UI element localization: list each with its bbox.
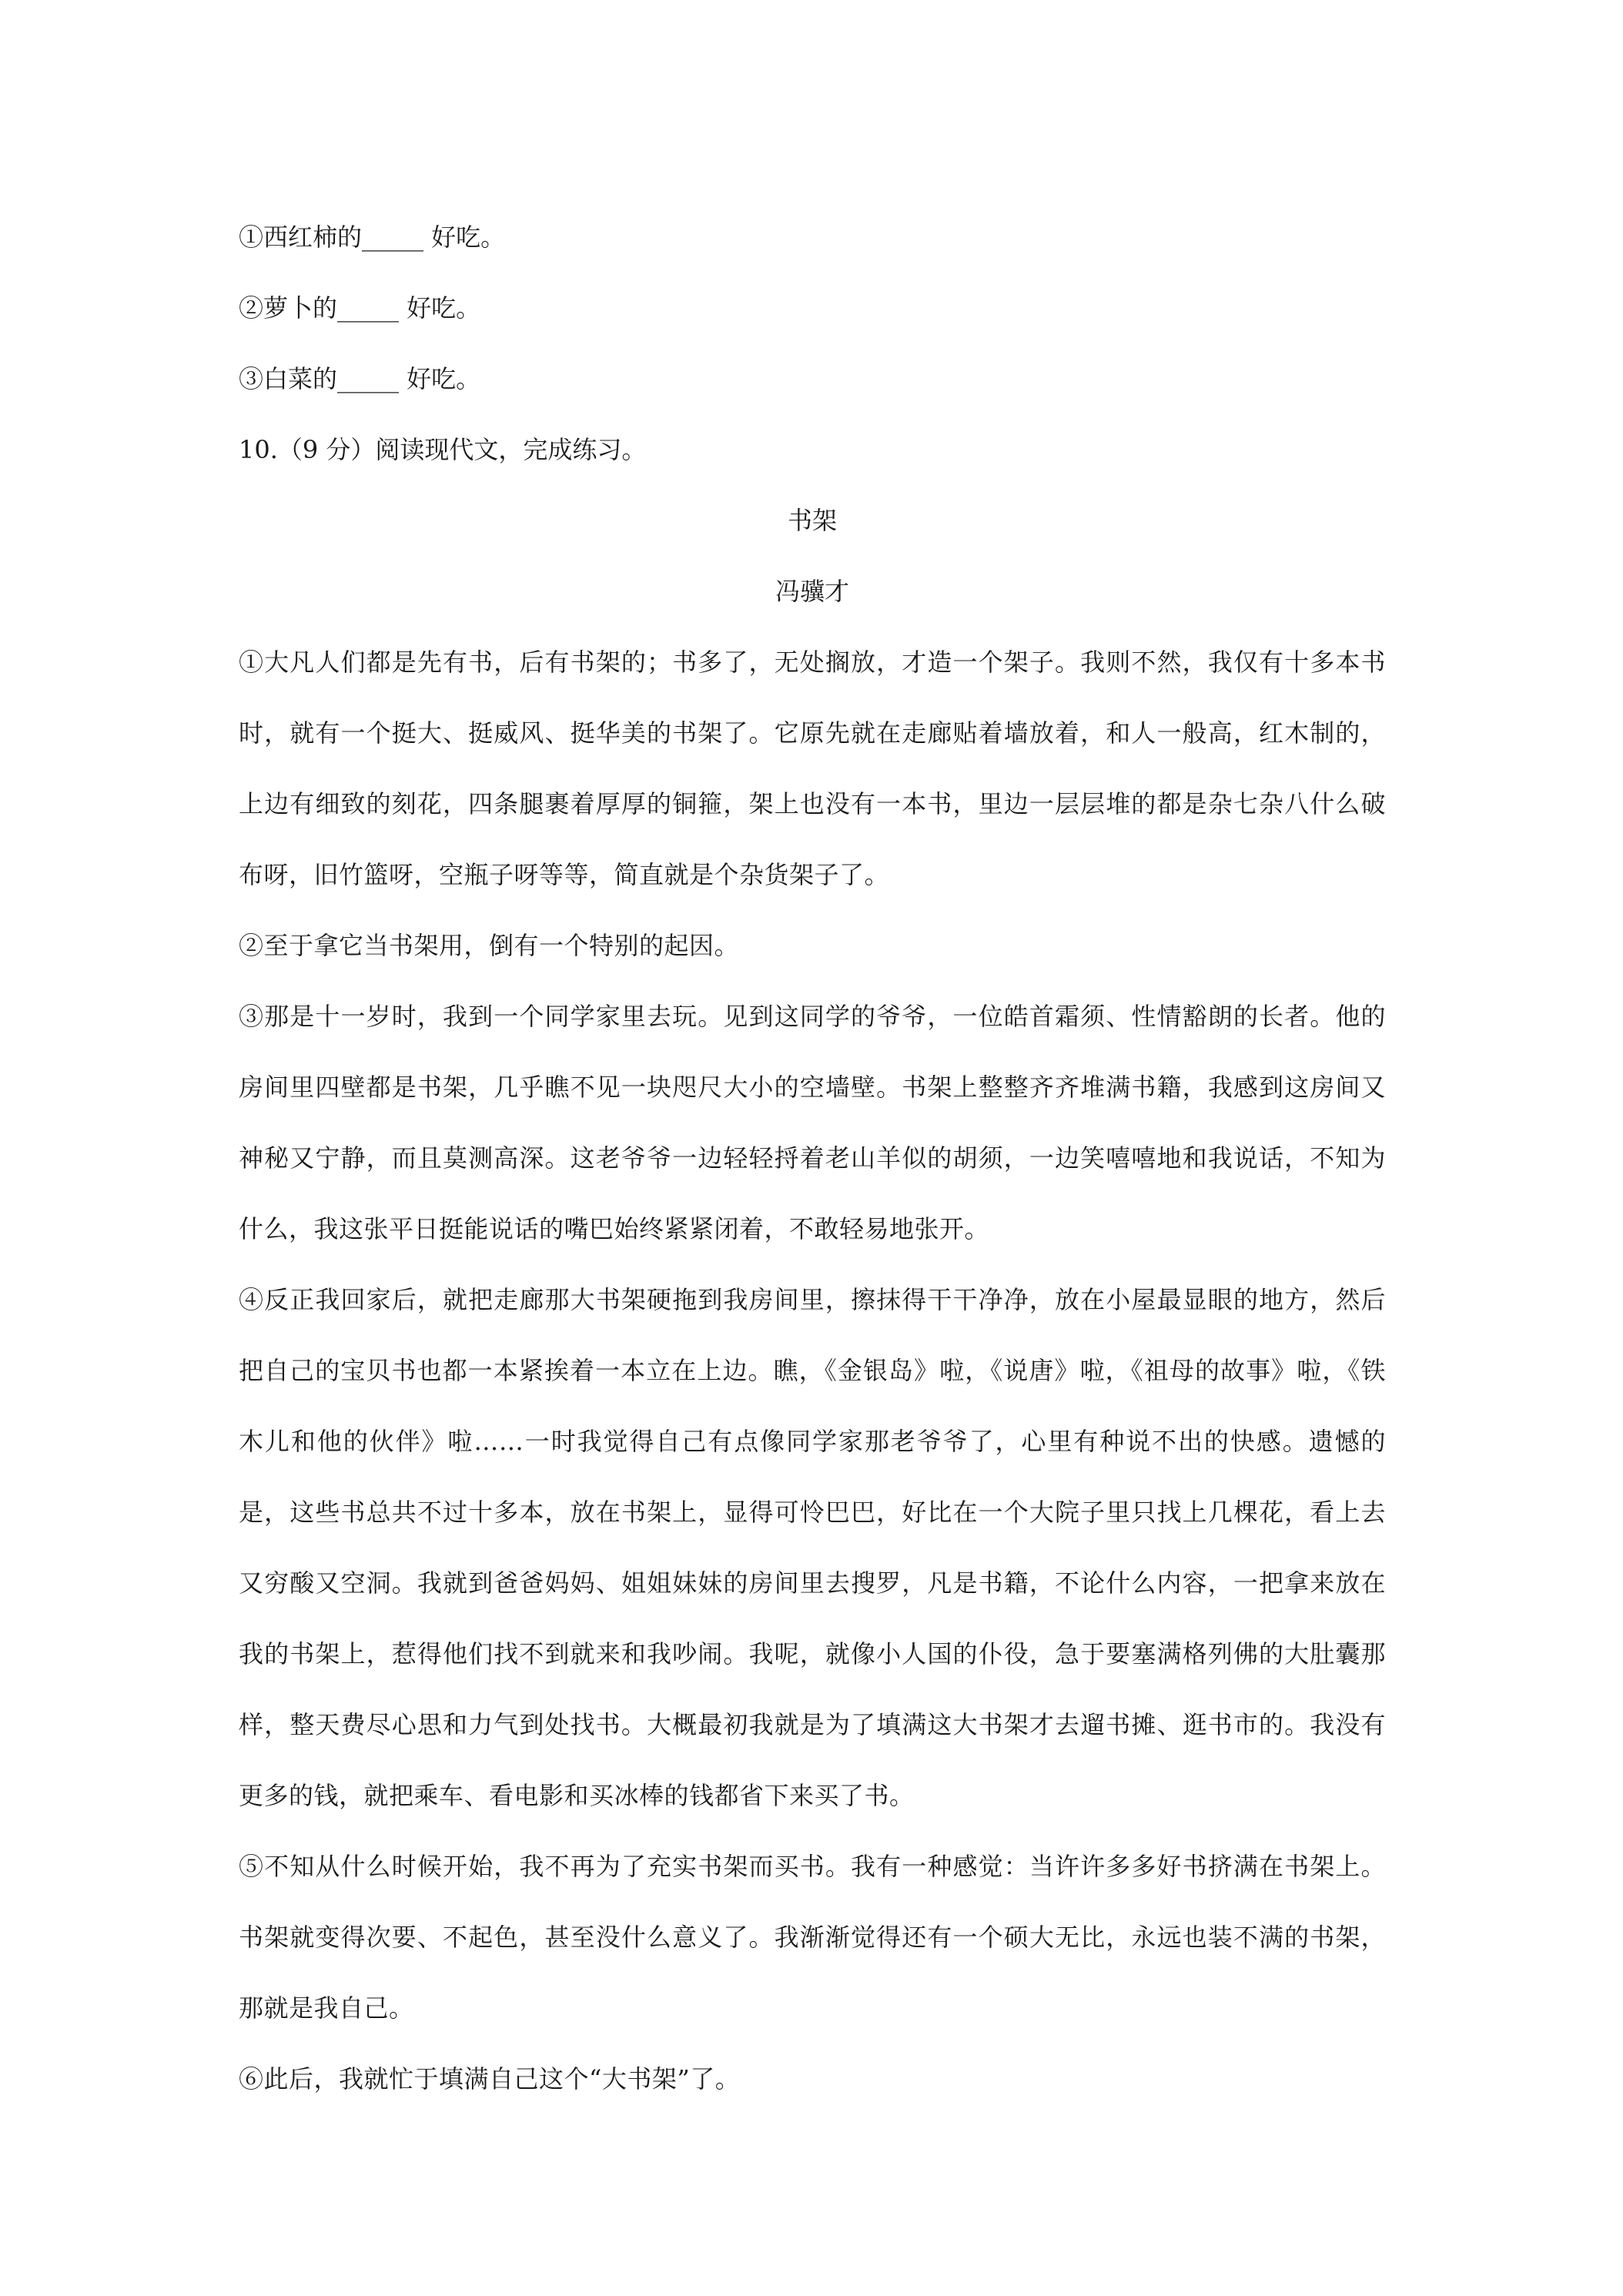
article-paragraph: ①大凡人们都是先有书，后有书架的；书多了，无处搁放，才造一个架子。我则不然，我仅有十多本书时，就有一个挺大、挺威风、挺华美的书架了。它原先就在走廊贴着墙放着，和人一般高，红木制的，上边有细致的刻花，四条腿裹着厚厚的铜箍，架上也没有一本书，里边一层层堆的都是杂七杂八什么破布呀，旧竹篮呀，空瓶子呀等等，简直就是个杂货架子了。 bbox=[239, 648, 1386, 889]
page-content bbox=[239, 202, 1386, 2114]
article-title: 书架 bbox=[787, 506, 837, 535]
article-author: 冯骥才 bbox=[775, 577, 849, 606]
fill-blank-item: ②萝卜的_____ 好吃。 bbox=[239, 293, 481, 323]
article-paragraph: ⑥此后，我就忙于填满自己这个“大书架”了。 bbox=[239, 2064, 741, 2094]
article-paragraph: ⑤不知从什么时候开始，我不再为了充实书架而买书。我有一种感觉：当许许多多好书挤满在书架上。书架就变得次要、不起色，甚至没什么意义了。我渐渐觉得还有一个硕大无比，永远也装不满的书架，那就是我自己。 bbox=[239, 1852, 1386, 2023]
article-paragraph: ③那是十一岁时，我到一个同学家里去玩。见到这同学的爷爷，一位皓首霜须、性情豁朗的长者。他的房间里四壁都是书架，几乎瞧不见一块咫尺大小的空墙壁。书架上整整齐齐堆满书籍，我感到这房间又神秘又宁静，而且莫测高深。这老爷爷一边轻轻捋着老山羊似的胡须，一边笑嘻嘻地和我说话，不知为什么，我这张平日挺能说话的嘴巴始终紧紧闭着，不敢轻易地张开。 bbox=[239, 1002, 1386, 1243]
fill-blank-item: ①西红柿的_____ 好吃。 bbox=[239, 223, 506, 252]
question-heading: 10.（9 分）阅读现代文，完成练习。 bbox=[239, 435, 647, 464]
article-paragraph: ④反正我回家后，就把走廊那大书架硬拖到我房间里，擦抹得干干净净，放在小屋最显眼的地方，然后把自己的宝贝书也都一本紧挨着一本立在上边。瞧，《金银岛》啦，《说唐》啦，《祖母的故事》啦，《铁木儿和他的伙伴》啦……一时我觉得自己有点像同学家那老爷爷了，心里有种说不出的快感。遗憾的是，这些书总共不过十多本，放在书架上，显得可怜巴巴，好比在一个大院子里只找上几棵花，看上去又穷酸又空洞。我就到爸爸妈妈、姐姐妹妹的房间里去搜罗，凡是书籍，不论什么内容，一把拿来放在我的书架上，惹得他们找不到就来和我吵闹。我呢，就像小人国的仆役，急于要塞满格列佛的大肚囊那样，整天费尽心思和力气到处找书。大概最初我就是为了填满这大书架才去遛书摊、逛书市的。我没有更多的钱，就把乘车、看电影和买冰棒的钱都省下来买了书。 bbox=[239, 1285, 1386, 1810]
article-paragraph: ②至于拿它当书架用，倒有一个特别的起因。 bbox=[239, 931, 740, 960]
fill-blank-item: ③白菜的_____ 好吃。 bbox=[239, 364, 481, 393]
